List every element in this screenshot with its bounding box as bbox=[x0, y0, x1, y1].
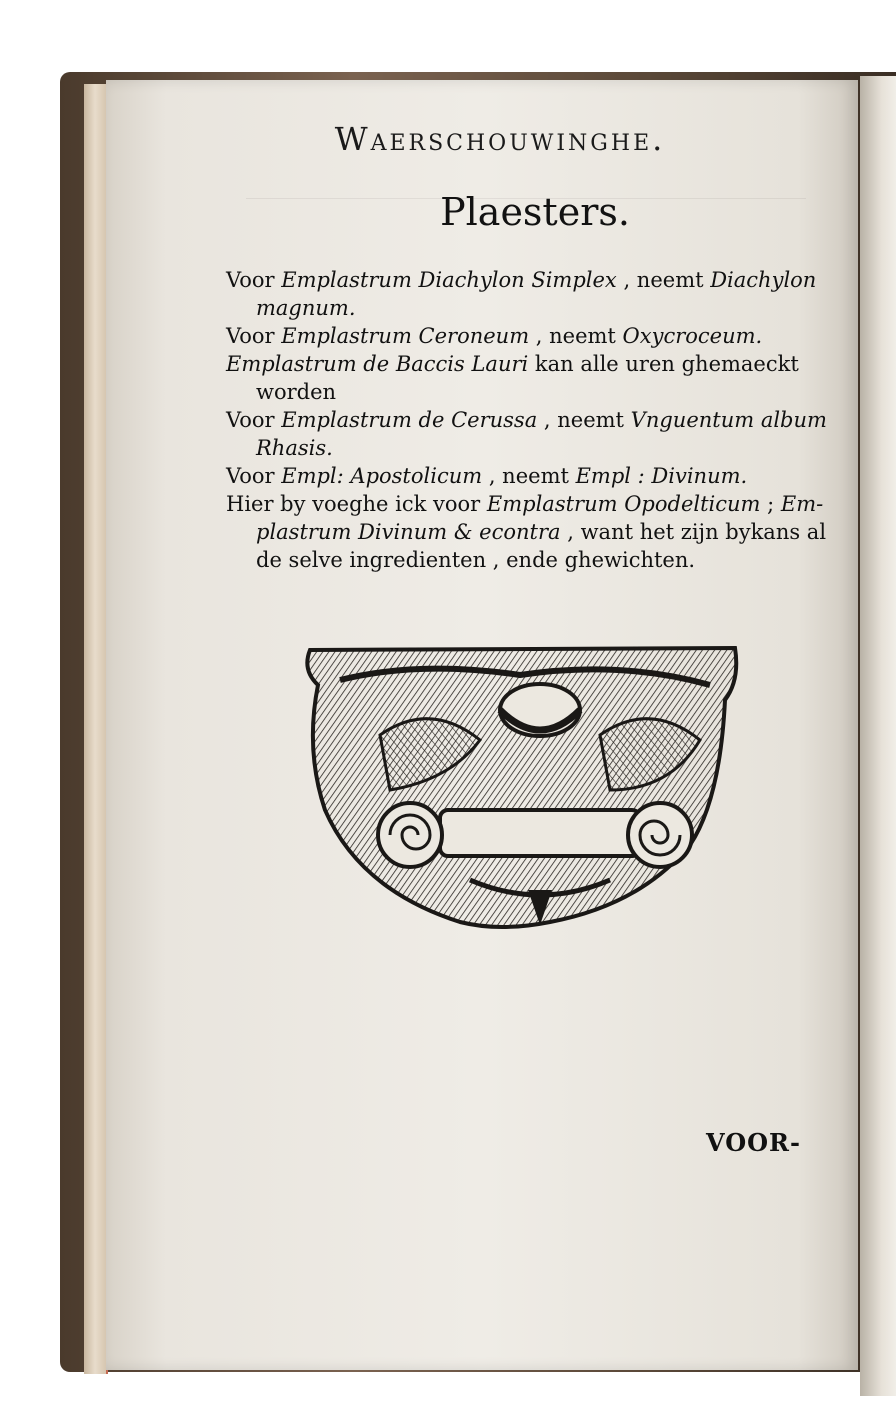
facing-page-edge bbox=[860, 76, 896, 1396]
text-line: Voor Emplastrum Diachylon Simplex , neemt Diachylon bbox=[226, 268, 817, 292]
text-line: Voor Empl: Apostolicum , neemt Empl : Divinum. bbox=[226, 464, 748, 488]
text-line: plastrum Divinum & econtra , want het zijn bykans al bbox=[256, 520, 827, 544]
text-line: Emplastrum de Baccis Lauri kan alle uren ghemaeckt bbox=[226, 352, 799, 376]
catchword: VOOR- bbox=[706, 1128, 801, 1157]
body-text bbox=[226, 266, 826, 574]
running-header: Waerschouwinghe. bbox=[334, 120, 666, 158]
text-line: Rhasis. bbox=[256, 436, 333, 460]
text-line: magnum. bbox=[256, 296, 356, 320]
woodcut-vignette bbox=[300, 640, 740, 930]
page-edge bbox=[84, 84, 108, 1374]
text-line: de selve ingredienten , ende ghewichten. bbox=[256, 548, 696, 572]
text-line: worden bbox=[256, 380, 337, 404]
text-line: Hier by voeghe ick voor Emplastrum Opodelticum ; Em- bbox=[226, 492, 824, 516]
section-title: Plaesters. bbox=[440, 190, 630, 234]
text-line: Voor Emplastrum Ceroneum , neemt Oxycroceum. bbox=[226, 324, 763, 348]
text-line: Voor Emplastrum de Cerussa , neemt Vnguentum album bbox=[226, 408, 827, 432]
